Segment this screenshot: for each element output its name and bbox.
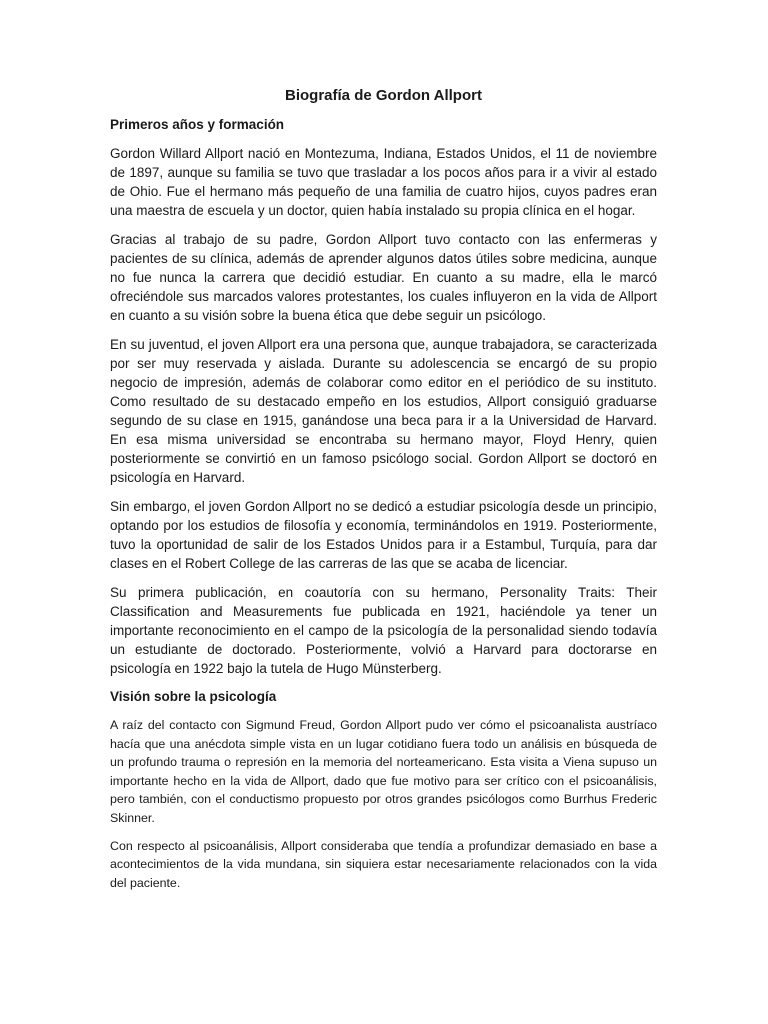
document-title: Biografía de Gordon Allport — [285, 87, 482, 104]
paragraph: Con respecto al psicoanálisis, Allport consideraba que tendía a profundizar demasiado en base a acontecimientos de la vida mundana, sin siquiera estar necesariamente relacionados con la vida del paciente. — [110, 838, 657, 890]
paragraph: Sin embargo, el joven Gordon Allport no se dedicó a estudiar psicología desde un principio, optando por los estudios de filosofía y economía, terminándolos en 1919. Posteriormente, tuvo la oportunidad de salir de los Estados Unidos para ir a Estambul, Turquía, para dar clases en el Robert College de las carreras de las que se acaba de licenciar. — [110, 499, 657, 571]
paragraph: En su juventud, el joven Allport era una persona que, aunque trabajadora, se caracterizada por ser muy reservada y aislada. Durante su adolescencia se encargó de su propio negocio de impresión, además de colaborar como editor en el periódico de su instituto. Como resultado de su destacado empeño en los estudios, Allport consiguió graduarse segundo de su clase en 1915, ganándose una beca para ir a la Universidad de Harvard. En esa misma universidad se encontraba su hermano mayor, Floyd Henry, quien posteriormente se convirtió en un famoso psicólogo social. Gordon Allport se doctoró en psicología en Harvard. — [110, 337, 657, 485]
document-page — [110, 86, 657, 901]
section-heading-psychology-vision: Visión sobre la psicología — [110, 689, 277, 704]
paragraph: Gracias al trabajo de su padre, Gordon Allport tuvo contacto con las enfermeras y pacientes de su clínica, además de aprender algunos datos útiles sobre medicina, aunque no fue nunca la carrera que decidió estudiar. En cuanto a su madre, ella le marcó ofreciéndole sus marcados valores protestantes, los cuales influyeron en la vida de Allport en cuanto a su visión sobre la buena ética que debe seguir un psicólogo. — [110, 232, 657, 323]
paragraph: Su primera publicación, en coautoría con su hermano, Personality Traits: Their Classification and Measurements fue publicada en 1921, haciéndole ya tener un importante reconocimiento en el campo de la psicología de la personalidad siendo todavía un estudiante de doctorado. Posteriormente, volvió a Harvard para doctorarse en psicología en 1922 bajo la tutela de Hugo Münsterberg. — [110, 585, 657, 676]
paragraph: A raíz del contacto con Sigmund Freud, Gordon Allport pudo ver cómo el psicoanalista austríaco hacía que una anécdota simple vista en un lugar cotidiano fuera todo un análisis en búsqueda de un profundo trauma o represión en la memoria del norteamericano. Esta visita a Viena supuso un importante hecho en la vida de Allport, dado que fue motivo para ser crítico con el psicoanálisis, pero también, con el conductismo propuesto por otros grandes psicólogos como Burrhus Frederic Skinner. — [110, 718, 657, 825]
section-heading-early-years: Primeros años y formación — [110, 117, 285, 132]
paragraph: Gordon Willard Allport nació en Montezuma, Indiana, Estados Unidos, el 11 de noviembre de 1897, aunque su familia se tuvo que trasladar a los pocos años para ir a vivir al estado de Ohio. Fue el hermano más pequeño de una familia de cuatro hijos, cuyos padres eran una maestra de escuela y un doctor, quien había instalado su propia clínica en el hogar. — [110, 146, 657, 218]
